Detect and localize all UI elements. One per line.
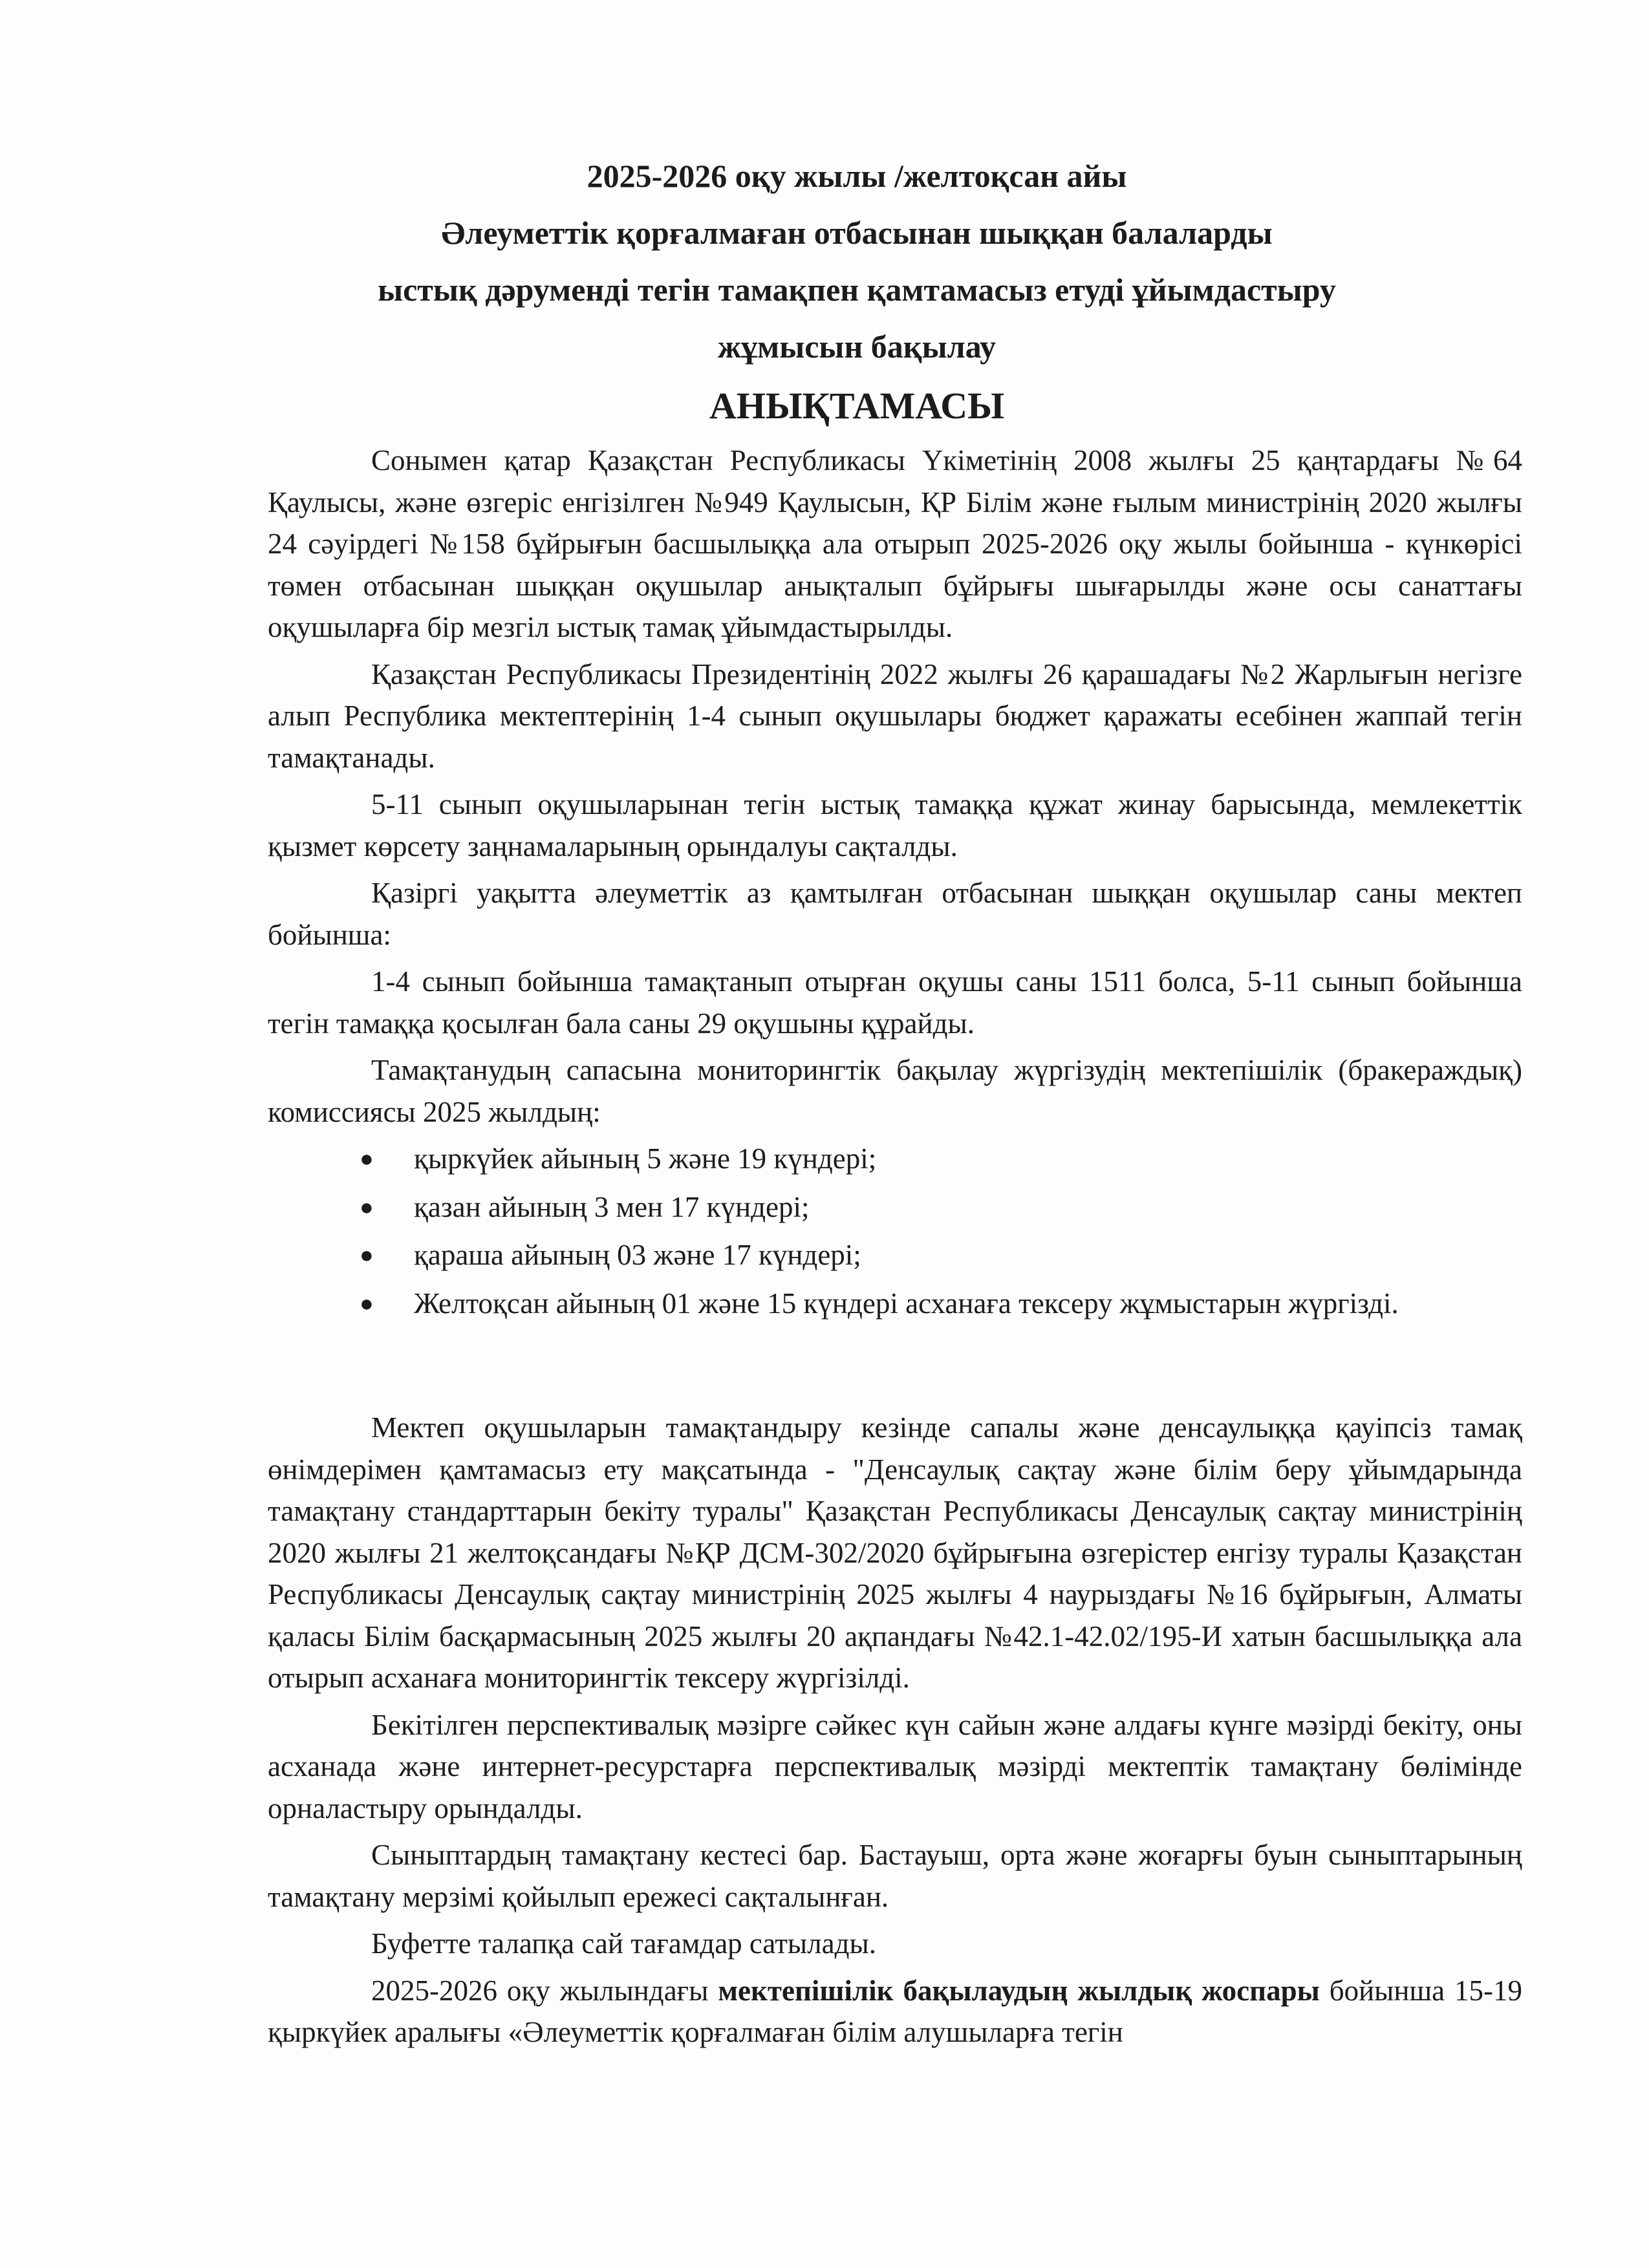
list-item: ● Желтоқсан айының 01 және 15 күндері асханаға тексеру жұмыстарын жүргізді. [268, 1283, 1522, 1325]
bullet-icon: ● [360, 1146, 374, 1171]
list-item: ● қараша айының 03 және 17 күндері; [268, 1234, 1522, 1276]
paragraph-buffet: Буфетте талапқа сай тағамдар сатылады. [371, 1927, 876, 1960]
document-heading [194, 147, 1520, 437]
heading-line-subject: Әлеуметтік қорғалмаған отбасынан шыққан балаларды [441, 215, 1273, 251]
bullet-icon: ● [360, 1242, 374, 1268]
paragraph-student-numbers: 1-4 сынып бойынша тамақтанып отырған оқушы саны 1511 болса, 5-11 сынып бойынша тегін тамаққа қосылған бала саны 29 оқушыны құрайды. [268, 965, 1522, 1040]
heading-line-control: жұмысын бақылау [717, 328, 997, 365]
list-item: ● қыркүйек айының 5 және 19 күндері; [268, 1138, 1522, 1180]
document-body [268, 440, 1522, 2053]
paragraph-monitoring: Мектеп оқушыларын тамақтандыру кезінде сапалы және денсаулыққа қауіпсіз тамақ өнімдерімен қамтамасыз ету мақсатында - "Денсаулық сақтау және білім беру ұйымдарында тамақтану стандарттарын бекіту туралы" Қазақстан Республикасы Денсаулық сақтау министрінің 2020 жылғы 21 желтоқсандағы №ҚР ДСМ-302/2020 бұйрығына өзгерістер енгізу туралы Қазақстан Республикасы Денсаулық сақтау министрінің 2025 жылғы 4 наурыздағы №16 бұйрығын, Алматы қаласы Білім басқармасының 2025 жылғы 20 ақпандағы №42.1-42.02/195-И хатын басшылыққа ала отырып асханаға мониторингтік тексеру жүргізілді. [268, 1411, 1522, 1694]
paragraph-current-count: Қазіргі уақытта әлеуметтік аз қамтылған отбасынан шыққан оқушылар саны мектеп бойынша: [268, 877, 1522, 951]
paragraph-menu: Бекітілген перспективалық мәзірге сәйкес күн сайын және алдағы күнге мәзірді бекіту, оны асханада және интернет-ресурстарға перспективалық мәзірді мектептік тамақтану бөлімінде орналастыру орындалды. [268, 1708, 1522, 1824]
bullet-icon: ● [360, 1193, 374, 1220]
paragraph-annual-plan: 2025-2026 оқу жылындағы мектепішілік бақылаудың жылдық жоспары бойынша 15-19 қыркүйек аралығы «Әлеуметтік қорғалмаған білім алушыларға тегін [268, 1974, 1523, 2048]
inspection-dates-list [268, 1138, 1522, 1324]
paragraph-documents: 5-11 сынып оқушыларынан тегін ыстық тамаққа құжат жинау барысында, мемлекеттік қызмет көрсету заңнамаларының орындалуы сақталды. [268, 788, 1522, 862]
paragraph-presidential-decree: Қазақстан Республикасы Президентінің 2022 жылғы 26 қарашадағы №2 Жарлығын негізге алып Республика мектептерінің 1-4 сынып оқушылары бюджет қаражаты есебінен жаппай тегін тамақтанады. [268, 658, 1522, 774]
list-item: ● қазан айының 3 мен 17 күндері; [268, 1186, 1522, 1228]
heading-line-period: 2025-2026 оқу жылы /желтоқсан айы [587, 158, 1127, 194]
spacer [268, 1331, 1522, 1407]
document-title: АНЫҚТАМАСЫ [709, 385, 1005, 427]
bullet-icon: ● [360, 1290, 374, 1316]
paragraph-resolutions: Сонымен қатар Қазақстан Республикасы Үкіметінің 2008 жылғы 25 қаңтардағы №64 Қаулысы, және өзгеріс енгізілген №949 Қаулысын, ҚР Білім және ғылым министрінің 2020 жылғы 24 сәуірдегі №158 бұйрығын басшылыққа ала отырып 2025-2026 оқу жылы бойынша - күнкөрісі төмен отбасынан шыққан оқушылар анықталып бұйрығы шығарылды және осы санаттағы оқушыларға бір мезгіл ыстық тамақ ұйымдастырылды. [268, 444, 1522, 643]
paragraph-commission: Тамақтанудың сапасына мониторингтік бақылау жүргізудің мектепішілік (бракераждық) комиссиясы 2025 жылдың: [268, 1054, 1522, 1128]
heading-line-subject-cont: ыстық дәруменді тегін тамақпен қамтамасыз етуді ұйымдастыру [378, 272, 1336, 308]
annual-plan-emphasis: мектепішілік бақылаудың жылдық жоспары [718, 1974, 1320, 2007]
paragraph-schedule: Сыныптардың тамақтану кестесі бар. Бастауыш, орта және жоғарғы буын сыныптарының тамақтану мерзімі қойылып ережесі сақталынған. [268, 1839, 1522, 1913]
